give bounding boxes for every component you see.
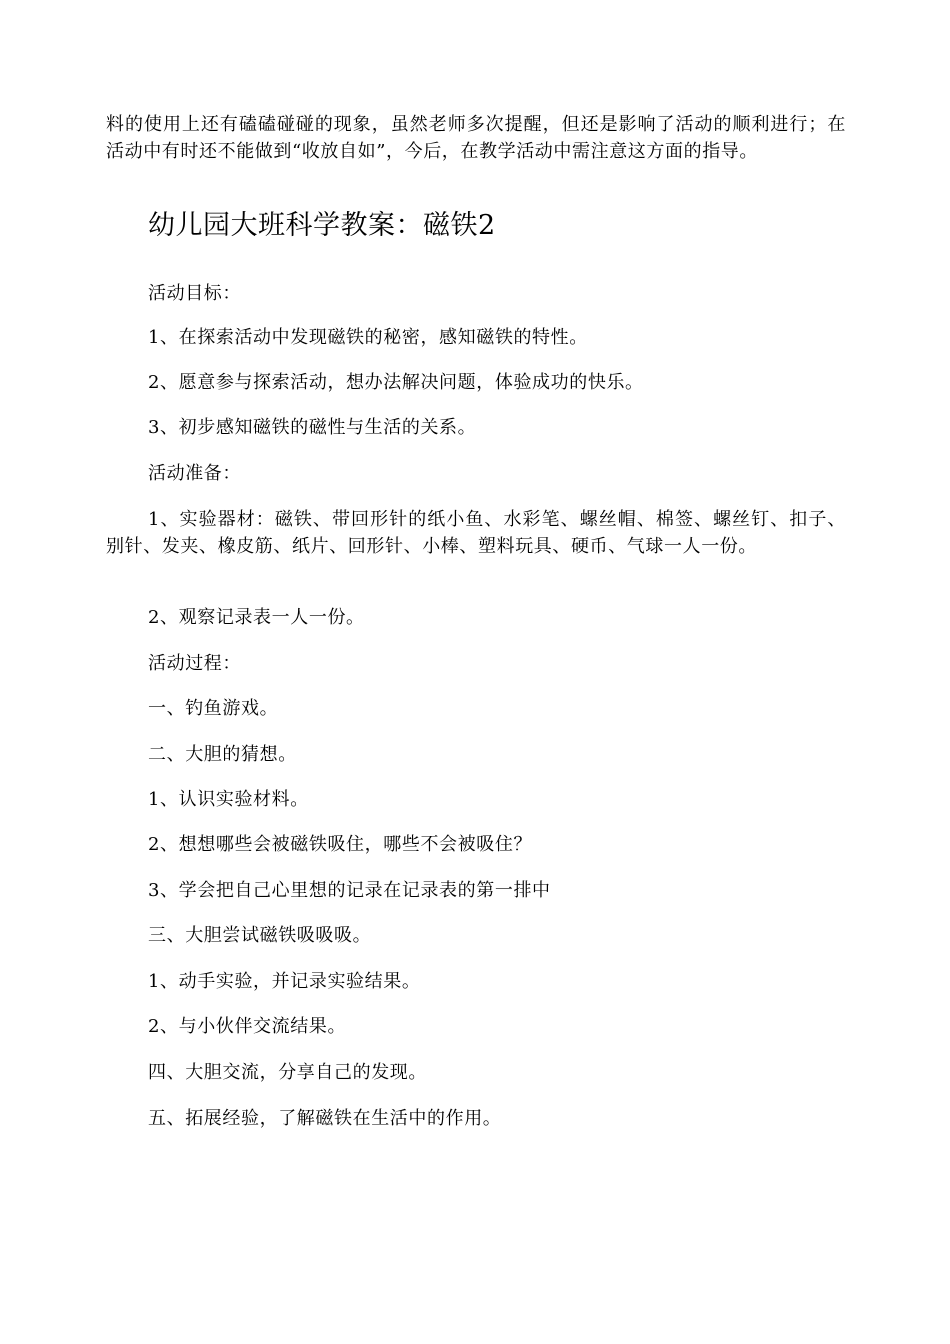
process-substep: 3、学会把自己心里想的记录在记录表的第一排中 [148, 880, 551, 901]
process-step-2: 二、大胆的猜想。 [148, 744, 297, 765]
goal-item-1: 1、在探索活动中发现磁铁的秘密，感知磁铁的特性。 [148, 327, 588, 348]
section-heading-process: 活动过程： [148, 653, 241, 674]
document-title: 幼儿园大班科学教案：磁铁2 [148, 210, 496, 241]
section-heading-goals: 活动目标： [148, 283, 241, 304]
process-step-3: 三、大胆尝试磁铁吸吸吸。 [148, 925, 372, 946]
goal-item-2: 2、愿意参与探索活动，想办法解决问题，体验成功的快乐。 [148, 372, 644, 393]
process-step-1: 一、钓鱼游戏。 [148, 698, 279, 719]
process-step-4: 四、大胆交流，分享自己的发现。 [148, 1062, 427, 1083]
goal-item-3: 3、初步感知磁铁的磁性与生活的关系。 [148, 417, 477, 438]
process-substep: 1、认识实验材料。 [148, 789, 309, 810]
preparation-item-2: 2、观察记录表一人一份。 [148, 607, 365, 628]
process-substep: 2、与小伙伴交流结果。 [148, 1016, 347, 1037]
process-substep: 2、想想哪些会被磁铁吸住，哪些不会被吸住？ [148, 834, 533, 855]
preparation-item-1: 1、实验器材：磁铁、带回形针的纸小鱼、水彩笔、螺丝帽、棉签、螺丝钉、扣子、别针、发夹、橡皮筋、纸片、回形针、小棒、塑料玩具、硬币、气球一人一份。 [106, 509, 846, 557]
process-step-5: 五、拓展经验，了解磁铁在生活中的作用。 [148, 1108, 502, 1129]
section-heading-preparation: 活动准备： [148, 463, 241, 484]
intro-paragraph: 料的使用上还有磕磕碰碰的现象，虽然老师多次提醒，但还是影响了活动的顺利进行；在活动中有时还不能做到“收放自如”，今后，在教学活动中需注意这方面的指导。 [106, 114, 846, 162]
process-substep: 1、动手实验，并记录实验结果。 [148, 971, 421, 992]
